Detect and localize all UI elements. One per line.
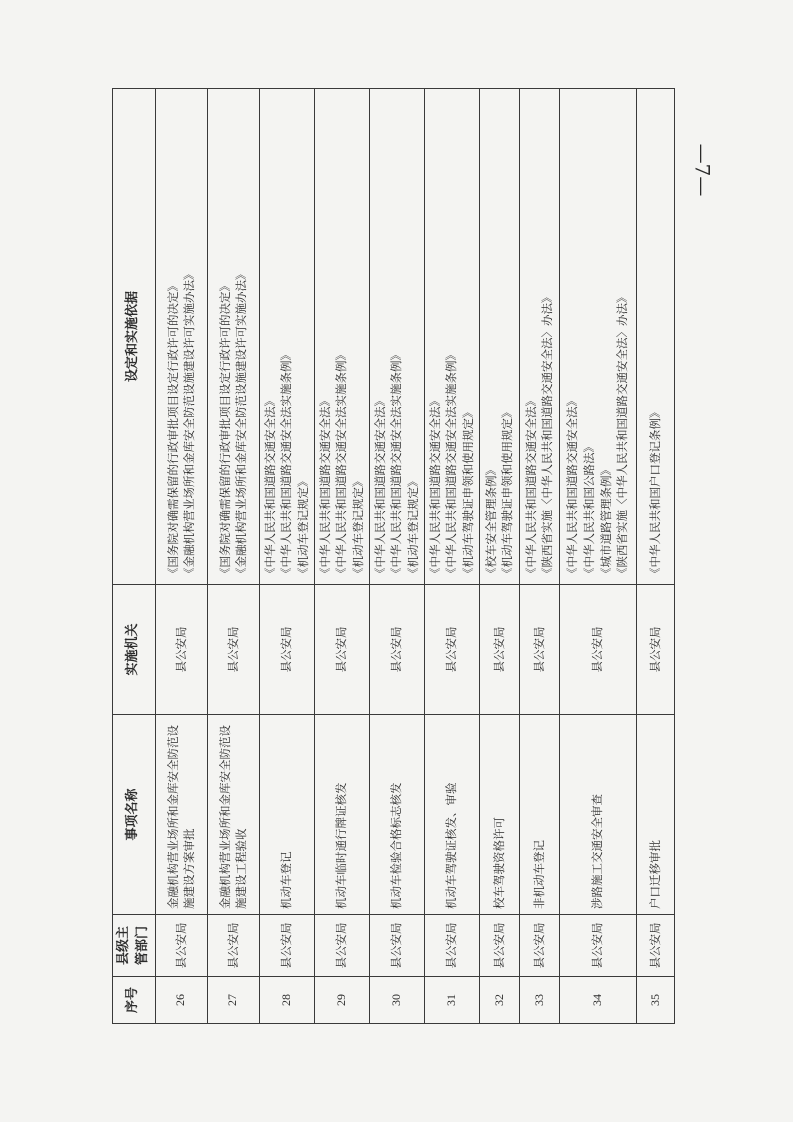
cell-item: 户口迁移审批 (636, 715, 674, 915)
cell-seq: 27 (207, 977, 259, 1024)
header-item: 事项名称 (113, 715, 156, 915)
basis-line: 《陕西省实施〈中华人民共和国道路交通安全法〉办法》 (615, 291, 630, 579)
cell-seq: 34 (559, 977, 636, 1024)
table-row (259, 89, 314, 1024)
cell-dept: 县公安局 (207, 915, 259, 977)
cell-dept: 县公安局 (519, 915, 559, 977)
basis-line: 《国务院对确需保留的行政审批项目设定行政许可的决定》 (165, 280, 180, 579)
basis-line: 《机动车登记规定》 (351, 475, 366, 579)
basis-line: 《中华人民共和国道路交通安全法》 (523, 395, 538, 579)
cell-seq: 33 (519, 977, 559, 1024)
cell-item: 机动车临时通行牌证核发 (314, 715, 369, 915)
table-header-row (113, 89, 156, 1024)
cell-basis (519, 89, 559, 585)
cell-item: 金融机构营业场所和金库安全防范设施建设工程验收 (207, 715, 259, 915)
basis-line: 《中华人民共和国道路交通安全法》 (317, 395, 332, 579)
cell-dept: 县公安局 (636, 915, 674, 977)
basis-line: 《校车安全管理条例》 (483, 464, 498, 579)
cell-dept: 县公安局 (369, 915, 424, 977)
basis-line: 《金融机构营业场所和金库安全防范设施建设许可实施办法》 (234, 268, 249, 579)
cell-agency: 县公安局 (519, 585, 559, 715)
cell-seq: 35 (636, 977, 674, 1024)
cell-agency: 县公安局 (369, 585, 424, 715)
cell-seq: 30 (369, 977, 424, 1024)
basis-line: 《国务院对确需保留的行政审批项目设定行政许可的决定》 (217, 280, 232, 579)
cell-agency: 县公安局 (479, 585, 519, 715)
cell-agency: 县公安局 (314, 585, 369, 715)
cell-item: 机动车检验合格标志核发 (369, 715, 424, 915)
basis-line: 《陕西省实施〈中华人民共和国道路交通安全法〉办法》 (540, 291, 555, 579)
cell-dept: 县公安局 (559, 915, 636, 977)
basis-line: 《机动车驾驶证申领和使用规定》 (461, 406, 476, 579)
cell-seq: 32 (479, 977, 519, 1024)
cell-item: 校车驾驶资格许可 (479, 715, 519, 915)
table-row (207, 89, 259, 1024)
cell-basis (314, 89, 369, 585)
basis-line: 《机动车登记规定》 (296, 475, 311, 579)
cell-item: 非机动车登记 (519, 715, 559, 915)
cell-dept: 县公安局 (479, 915, 519, 977)
cell-seq: 26 (155, 977, 207, 1024)
cell-dept: 县公安局 (155, 915, 207, 977)
cell-basis (424, 89, 479, 585)
cell-basis (259, 89, 314, 585)
cell-basis (369, 89, 424, 585)
header-agency: 实施机关 (113, 585, 156, 715)
basis-line: 《中华人民共和国户口登记条例》 (647, 406, 662, 579)
cell-item: 机动车登记 (259, 715, 314, 915)
cell-item: 涉路施工交通安全审查 (559, 715, 636, 915)
cell-agency: 县公安局 (155, 585, 207, 715)
cell-basis (559, 89, 636, 585)
cell-agency: 县公安局 (559, 585, 636, 715)
table-row (155, 89, 207, 1024)
table-row (519, 89, 559, 1024)
basis-line: 《机动车登记规定》 (406, 475, 421, 579)
table-row (479, 89, 519, 1024)
basis-line: 《中华人民共和国道路交通安全法》 (262, 395, 277, 579)
basis-line: 《城市道路管理条例》 (598, 464, 613, 579)
basis-line: 《中华人民共和国道路交通安全法》 (372, 395, 387, 579)
basis-line: 《中华人民共和国道路交通安全法实施条例》 (389, 349, 404, 579)
basis-line: 《中华人民共和国公路法》 (582, 441, 597, 579)
basis-line: 《中华人民共和国道路交通安全法》 (427, 395, 442, 579)
cell-dept: 县公安局 (314, 915, 369, 977)
table-row (636, 89, 674, 1024)
basis-line: 《金融机构营业场所和金库安全防范设施建设许可实施办法》 (182, 268, 197, 579)
basis-line: 《中华人民共和国道路交通安全法实施条例》 (279, 349, 294, 579)
cell-agency: 县公安局 (424, 585, 479, 715)
table-row (424, 89, 479, 1024)
cell-basis (155, 89, 207, 585)
page-number (690, 140, 714, 200)
cell-basis (636, 89, 674, 585)
cell-basis (479, 89, 519, 585)
items-table (112, 88, 675, 1024)
cell-agency: 县公安局 (207, 585, 259, 715)
cell-seq: 29 (314, 977, 369, 1024)
table-row (559, 89, 636, 1024)
cell-seq: 28 (259, 977, 314, 1024)
cell-item: 金融机构营业场所和金库安全防范设施建设方案审批 (155, 715, 207, 915)
basis-line: 《中华人民共和国道路交通安全法实施条例》 (444, 349, 459, 579)
cell-agency: 县公安局 (636, 585, 674, 715)
basis-line: 《中华人民共和国道路交通安全法实施条例》 (334, 349, 349, 579)
cell-agency: 县公安局 (259, 585, 314, 715)
cell-item: 机动车驾驶证核发、审验 (424, 715, 479, 915)
header-basis: 设定和实施依据 (113, 89, 156, 585)
cell-dept: 县公安局 (424, 915, 479, 977)
table-row (369, 89, 424, 1024)
page-number-text: —7— (690, 143, 715, 197)
basis-line: 《中华人民共和国道路交通安全法》 (565, 395, 580, 579)
basis-line: 《机动车驾驶证申领和使用规定》 (500, 406, 515, 579)
cell-seq: 31 (424, 977, 479, 1024)
header-dept: 县级主管部门 (113, 915, 156, 977)
table-row (314, 89, 369, 1024)
cell-basis (207, 89, 259, 585)
rotated-table-container (112, 89, 662, 1024)
header-seq: 序号 (113, 977, 156, 1024)
cell-dept: 县公安局 (259, 915, 314, 977)
